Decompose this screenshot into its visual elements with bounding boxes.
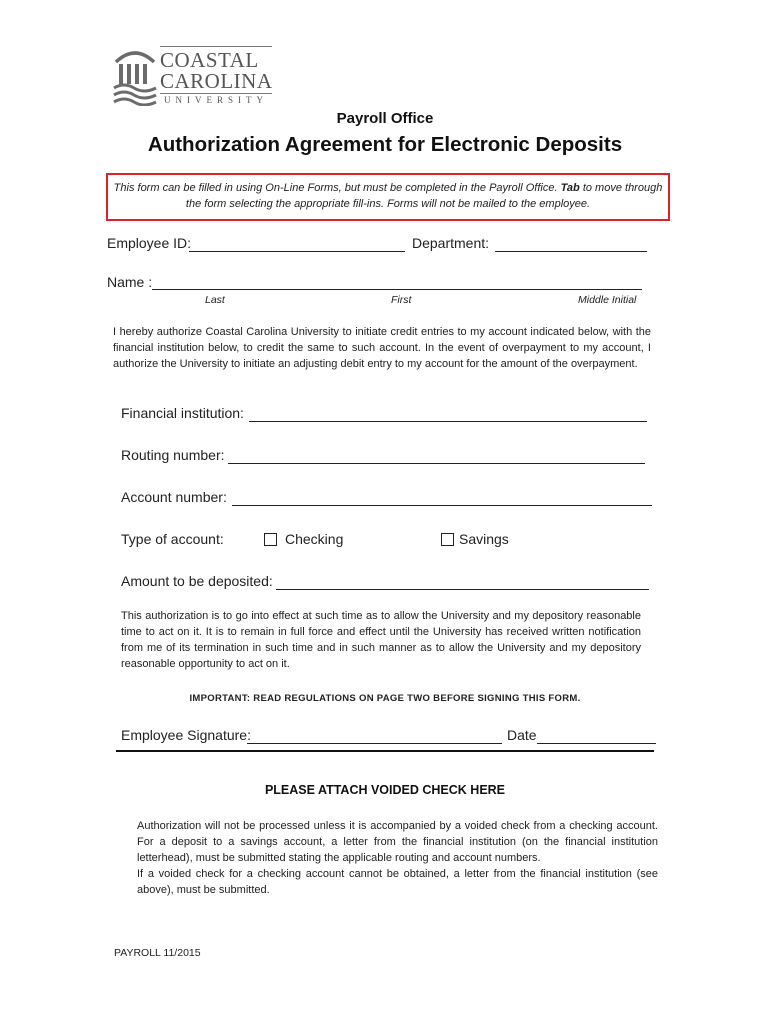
form-version-footer: PAYROLL 11/2015 (114, 947, 201, 959)
department-input[interactable] (495, 251, 647, 252)
logo-line-university: UNIVERSITY (164, 95, 268, 105)
date-label: Date (507, 727, 537, 743)
checking-label: Checking (285, 531, 344, 547)
attach-check-heading: PLEASE ATTACH VOIDED CHECK HERE (264, 783, 506, 797)
employee-id-label: Employee ID: (107, 235, 192, 251)
section-divider (116, 750, 654, 752)
effect-paragraph: This authorization is to go into effect at such time as to allow the University and my depository reasonable time to act on it. It is to remain in full force and effect until the University has received written notification from me of its termination in such time and in such manner as to allow the University and my depository reasonable opportunity to act on it. (121, 610, 641, 670)
instructions-notice (106, 173, 670, 221)
savings-label: Savings (459, 531, 509, 547)
name-first-caption: First (391, 294, 412, 306)
signature-label: Employee Signature: (121, 727, 251, 743)
date-input[interactable] (537, 743, 656, 744)
notice-text-before: This form can be filled in using On-Line Forms, but must be completed in the Payroll Office. (113, 182, 558, 194)
account-number-label: Account number: (121, 489, 227, 505)
office-heading: Payroll Office (336, 110, 434, 127)
notice-text-after: to move through the form selecting the appropriate fill-ins. Forms will not be mailed to the employee. (185, 182, 663, 210)
account-number-input[interactable] (232, 505, 652, 506)
seal-icon (112, 44, 158, 106)
financial-institution-input[interactable] (249, 421, 647, 422)
logo-line-carolina: CAROLINA (160, 69, 273, 93)
name-last-caption: Last (205, 294, 225, 306)
amount-input[interactable] (276, 589, 649, 590)
account-type-label: Type of account: (121, 531, 224, 547)
notice-tab-keyword: Tab (560, 182, 580, 194)
voided-check-paragraph: Authorization will not be processed unless it is accompanied by a voided check from a checking account. For a deposit to a savings account, a letter from the financial institution (on the financial institution letterhead), must be submitted stating the applicable routing and account numbers. (137, 820, 658, 864)
department-label: Department: (412, 235, 490, 251)
signature-input[interactable] (247, 743, 502, 744)
name-middle-caption: Middle Initial (578, 294, 637, 306)
name-input[interactable] (152, 289, 642, 290)
routing-number-label: Routing number: (121, 447, 225, 463)
logo-line-coastal: COASTAL (160, 48, 259, 72)
financial-institution-label: Financial institution: (121, 405, 244, 421)
amount-label: Amount to be deposited: (121, 573, 273, 589)
name-label: Name : (107, 274, 153, 290)
authorization-paragraph: I hereby authorize Coastal Carolina University to initiate credit entries to my account indicated below, with the financial institution below, to credit the same to such account. In the event of overpayment to my account, I authorize the University to initiate an adjusting debit entry to my account for the amount of the overpayment. (113, 326, 651, 370)
savings-checkbox[interactable] (441, 533, 454, 546)
university-logo (112, 44, 274, 110)
important-notice: IMPORTANT: READ REGULATIONS ON PAGE TWO BEFORE SIGNING THIS FORM. (189, 693, 581, 704)
routing-number-input[interactable] (228, 463, 645, 464)
page-title: Authorization Agreement for Electronic Deposits (147, 133, 623, 156)
voided-check-alternative: If a voided check for a checking account cannot be obtained, a letter from the financial institution (see above), must be submitted. (137, 868, 658, 896)
employee-id-input[interactable] (189, 251, 405, 252)
checking-checkbox[interactable] (264, 533, 277, 546)
